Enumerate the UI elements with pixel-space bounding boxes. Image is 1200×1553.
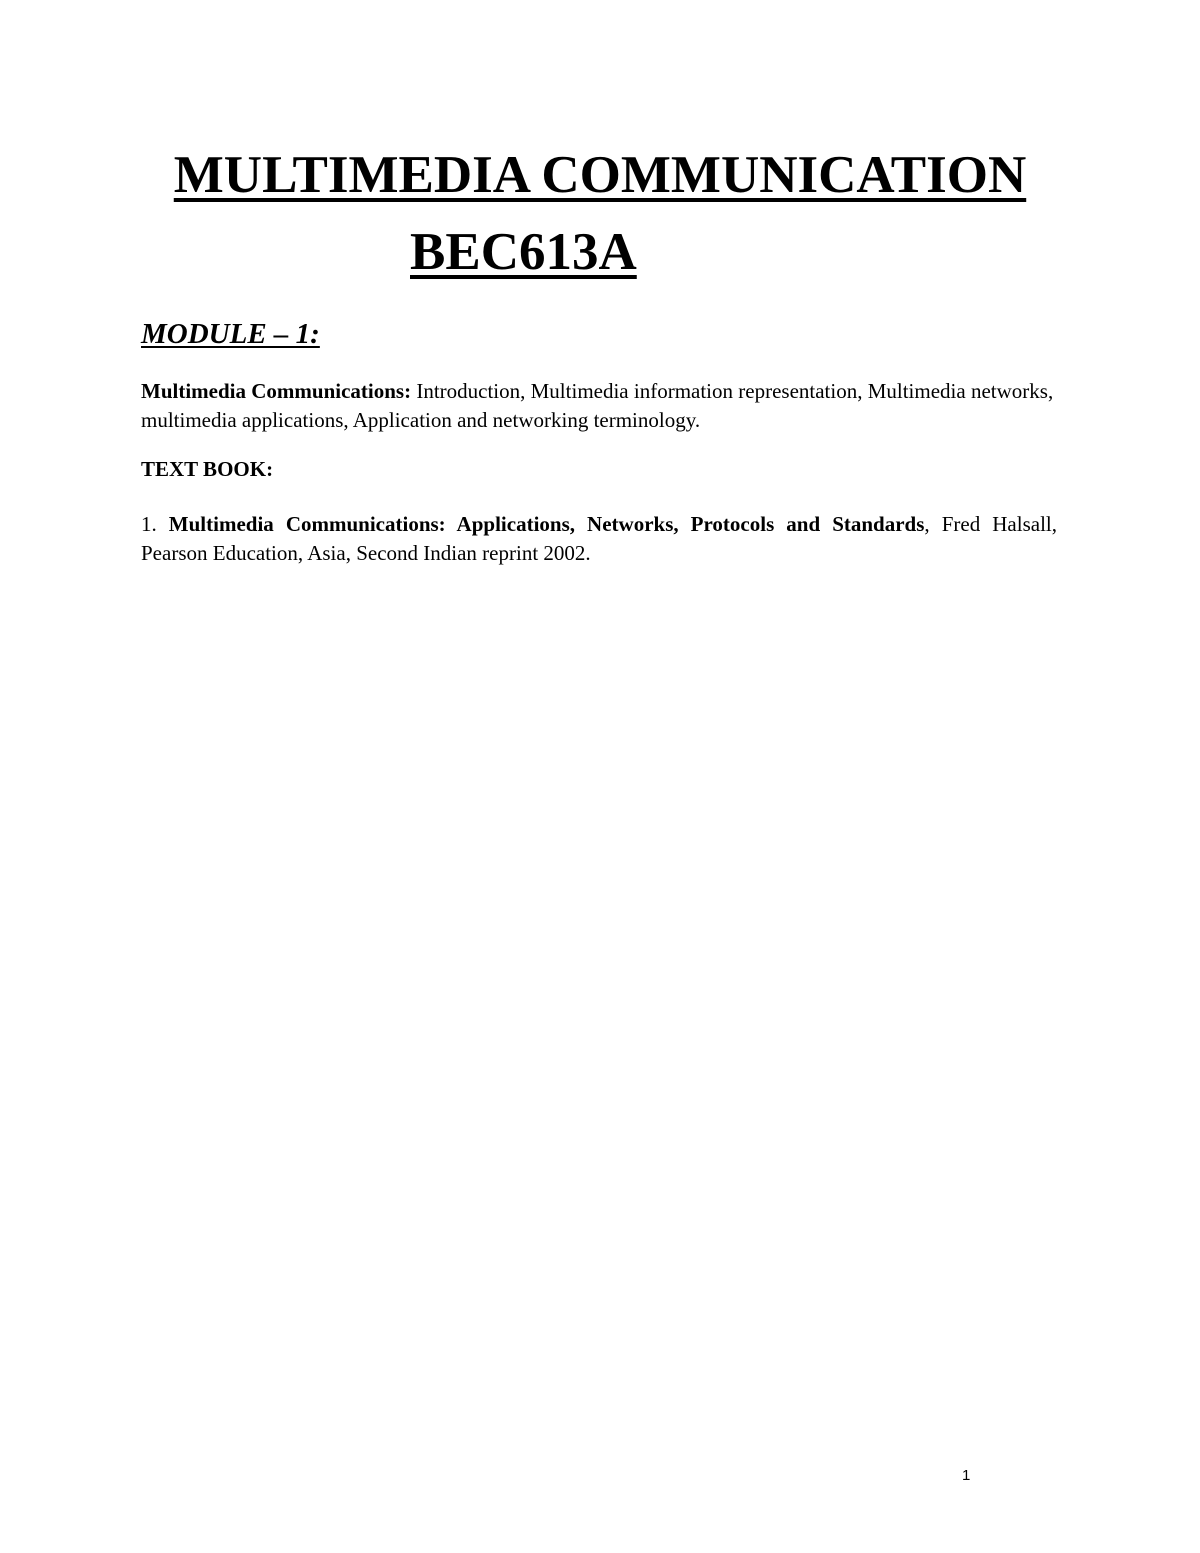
page-number: 1 — [962, 1467, 971, 1484]
module-syllabus — [141, 377, 1057, 435]
textbook-reference — [141, 510, 1057, 568]
syllabus-topics: Introduction, Multimedia information representation, Multimedia networks, multimedia applications, Application and networking terminology. — [141, 379, 1054, 432]
reference-details: , Fred Halsall, Pearson Education, Asia, Second Indian reprint 2002. — [141, 512, 1057, 565]
document-title: MULTIMEDIA COMMUNICATION — [173, 146, 1027, 204]
reference-book-title: Multimedia Communications: Applications, Networks, Protocols and Standards — [168, 512, 925, 536]
syllabus-lead: Multimedia Communications: — [141, 379, 412, 403]
textbook-heading: TEXT BOOK: — [141, 457, 274, 481]
module-heading: MODULE – 1: — [141, 318, 320, 350]
course-code: BEC613A — [410, 223, 637, 281]
reference-number: 1. — [141, 512, 169, 536]
